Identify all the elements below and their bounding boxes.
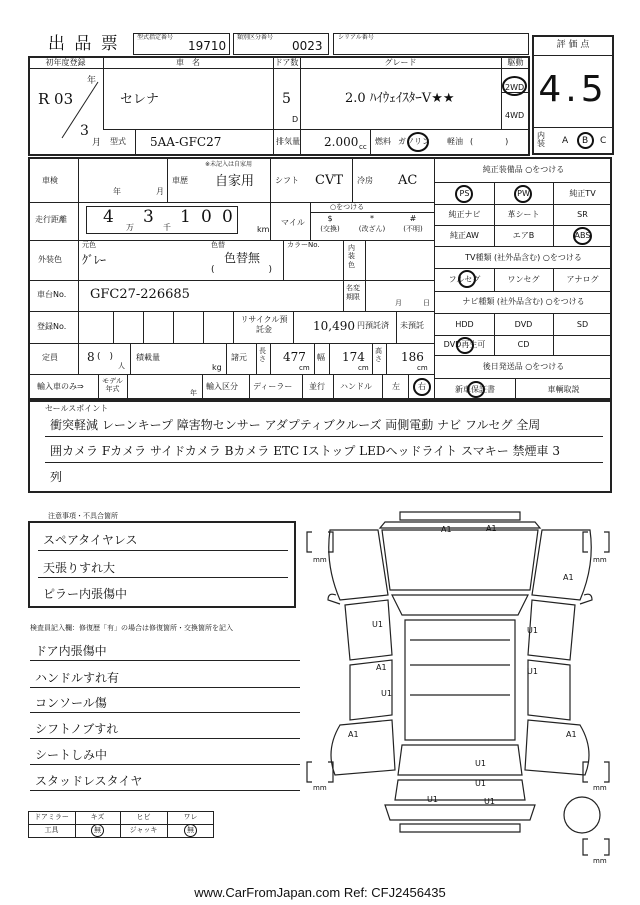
mileage-digit-3: 1 — [180, 207, 191, 227]
tv-fullseg: フルセグ — [448, 275, 481, 284]
star-sub: (改ざん) — [358, 225, 386, 233]
load-kg: kg — [212, 363, 222, 372]
inspector-line-1: ドア内張傷中 — [35, 644, 107, 658]
class-label: 類別区分番号 — [237, 34, 274, 41]
inspector-label: 検査員記入欄：修復歴「有」の場合は修復箇所・交換箇所を記入 — [30, 624, 233, 632]
fuel-circle — [407, 132, 429, 152]
footer-ref: www.CarFromJapan.com Ref: CFJ2456435 — [194, 885, 446, 900]
hash-sub: (不明) — [403, 225, 423, 233]
length-cm: cm — [299, 364, 310, 372]
mirror-label: ドアミラー — [34, 813, 69, 821]
nav-hdd: HDD — [455, 320, 474, 329]
car-name-value: セレナ — [120, 92, 160, 107]
interior-grade-c: C — [600, 136, 607, 146]
nav-title: ナビ種類 (社外品含む) ○をつける — [462, 297, 585, 306]
equip-sr: SR — [577, 210, 588, 219]
jack-label: ジャッキ — [129, 826, 158, 834]
note-line-3: ピラー内張傷中 — [43, 587, 128, 601]
spec-label: 諸元 — [231, 353, 247, 362]
load-label: 積載量 — [136, 353, 160, 362]
later-manual: 車輌取説 — [547, 385, 580, 394]
height-label: 高さ — [375, 347, 382, 364]
mile-label: マイル — [281, 218, 305, 227]
width-label: 幅 — [317, 353, 325, 362]
capacity-label: 定員 — [42, 353, 58, 362]
dollar-sub: (交換) — [320, 225, 340, 233]
doors-sub: D — [292, 115, 299, 124]
drive-4wd: 4WD — [505, 111, 525, 120]
drive-circle — [502, 76, 527, 96]
length-label: 長さ — [259, 347, 266, 364]
nav-cd: CD — [517, 340, 530, 349]
equip-pw: PW — [517, 189, 530, 198]
tv-analog: アナログ — [566, 275, 599, 284]
interior-grade-circle — [577, 132, 594, 149]
note-line-2: 天張りすれ大 — [43, 561, 116, 575]
star-mark: * — [370, 214, 374, 223]
capacity-paren: ( ) — [97, 352, 114, 362]
model-type-label: 型式 — [110, 137, 126, 146]
grade-value: 2.0 ﾊｲｳｪｲｽﾀｰV★★ — [345, 91, 455, 106]
displacement-value: 2.000 — [324, 135, 359, 149]
reg-no-label: 登録No. — [37, 322, 67, 331]
damage-mark: A1 — [441, 525, 452, 534]
sales-line-2: 囲カメラ Fカメラ サイドカメラ Bカメラ ETC Iストップ LEDヘッドライト スマキー 禁煙車 3 — [50, 444, 560, 458]
mileage-digit-5: 0 — [222, 207, 233, 227]
doors-label: ドア数 — [274, 58, 299, 67]
history-label: 車歴 — [172, 176, 188, 185]
interior-grade-a: A — [562, 136, 569, 146]
nav-sd: SD — [576, 320, 589, 329]
nav-dvd-play-circle — [456, 337, 474, 354]
fuel-gas: ガソリン — [398, 137, 430, 146]
interior-label: 内装 — [537, 131, 545, 148]
cc-unit: cc — [359, 143, 367, 151]
width-value: 174 — [342, 350, 365, 364]
later-warranty: 新車保証書 — [455, 385, 495, 394]
damage-mark: A1 — [348, 730, 359, 739]
shift-value: CVT — [315, 173, 344, 188]
damage-mark: U1 — [527, 626, 538, 635]
name-change-label: 名変期限 — [346, 284, 360, 302]
equip-aw: 純正AW — [450, 231, 479, 240]
later-warranty-circle — [467, 381, 485, 398]
chassis-value: GFC27-226685 — [90, 287, 190, 302]
damage-mark: U1 — [475, 759, 486, 768]
serial-label: シリアル番号 — [338, 34, 374, 41]
shaken-label: 車検 — [42, 176, 58, 185]
inspector-line-5: シートしみ中 — [35, 748, 108, 762]
sales-line-1: 衝突軽減 レーンキープ 障害物センサー アダプティブクルーズ 両側電動 ナビ フルセグ 全周 — [50, 418, 541, 432]
import-label: 輸入車のみ⇒ — [37, 382, 84, 391]
equip-abs-circle — [573, 227, 592, 245]
inspector-line-6: スタッドレスタイヤ — [35, 774, 143, 788]
damage-mark: U1 — [484, 797, 495, 806]
recycle-label: リサイクル預託金 — [240, 315, 288, 335]
color-value: ｸﾞﾚｰ — [82, 253, 107, 267]
model-cert-value: 19710 — [188, 39, 227, 53]
tools-circle — [91, 824, 104, 837]
color-paren: ( ) — [211, 265, 273, 275]
month-unit: 月 — [92, 138, 102, 148]
notes-label: 注意事項・不具合箇所 — [48, 512, 118, 520]
equip-airbag: エアB — [512, 231, 535, 240]
sen-unit: 千 — [163, 223, 171, 232]
ac-label: 冷房 — [357, 176, 373, 185]
km-unit: km — [257, 225, 270, 234]
mirror-break: ワレ — [183, 813, 198, 821]
tools-value: 無 — [94, 826, 101, 834]
height-value: 186 — [401, 350, 424, 364]
damage-mark: U1 — [475, 779, 486, 788]
tv-title: TV種類 (社外品含む) ○をつける — [465, 253, 582, 262]
steering-circle — [413, 378, 431, 396]
equip-pw-circle — [514, 185, 532, 203]
recycle-unpaid: 未預託 — [400, 321, 424, 330]
inspector-line-3: コンソール傷 — [35, 696, 107, 710]
tv-oneseg: ワンセグ — [507, 275, 540, 284]
original-color-label: 元色 — [82, 241, 96, 249]
color-change-value: 色替無 — [224, 251, 261, 265]
mm-label: mm — [313, 556, 327, 564]
steering-right: 右 — [418, 382, 426, 391]
length-value: 477 — [283, 350, 306, 364]
equip-ps: PS — [459, 189, 470, 198]
chassis-label: 車台No. — [37, 290, 67, 299]
damage-mark: U1 — [427, 795, 438, 804]
color-change-label: 色替 — [211, 241, 225, 249]
tv-fullseg-circle — [458, 270, 476, 288]
nav-dvd: DVD — [514, 320, 533, 329]
damage-mark: U1 — [527, 667, 538, 676]
capacity-value: 8 — [87, 350, 95, 364]
model-cert-label: 型式指定番号 — [137, 34, 174, 41]
fuel-paren: ( ) — [470, 137, 509, 146]
class-value: 0023 — [292, 39, 323, 53]
shift-label: シフト — [275, 176, 299, 185]
jack-value: 無 — [187, 826, 194, 834]
interior-grade-b: B — [582, 136, 589, 146]
equip-navi: 純正ナビ — [448, 210, 481, 219]
damage-mark: A1 — [486, 524, 497, 533]
first-reg-label: 初年度登録 — [45, 58, 86, 67]
mileage-digit-4: 0 — [201, 207, 212, 227]
page-title: 出 品 票 — [48, 34, 120, 54]
recycle-value: 10,490 — [313, 319, 355, 333]
mileage-label: 走行距離 — [35, 215, 67, 224]
mirror-scratch: キズ — [90, 813, 105, 821]
history-note: ※未記入は自家用 — [205, 161, 253, 168]
grade-label: グレード — [384, 58, 417, 67]
sales-label: セールスポイント — [45, 404, 109, 413]
first-reg-month: 3 — [80, 123, 89, 139]
sales-line-3: 列 — [50, 470, 63, 484]
model-year-label: モデル年式 — [102, 377, 123, 394]
damage-mark: U1 — [381, 689, 392, 698]
name-change-day: 日 — [423, 299, 430, 307]
first-reg-year: R 03 — [38, 90, 74, 108]
damage-mark: A1 — [566, 730, 577, 739]
score-value: 4.5 — [538, 69, 608, 110]
mileage-digit-2: 3 — [143, 207, 154, 227]
inspector-line-2: ハンドルすれ有 — [35, 671, 120, 685]
equip-leather: 革シート — [507, 210, 540, 219]
width-cm: cm — [358, 364, 369, 372]
shaken-month-unit: 月 — [156, 187, 164, 196]
drive-2wd: 2WD — [505, 83, 525, 92]
fuel-label: 燃料 — [375, 137, 391, 146]
score-label: 評 価 点 — [556, 40, 590, 50]
equip-tv: 純正TV — [569, 189, 596, 198]
shaken-year-unit: 年 — [113, 187, 121, 196]
height-cm: cm — [417, 364, 428, 372]
drive-label: 駆動 — [507, 58, 524, 67]
mirror-crack: ヒビ — [136, 813, 151, 821]
damage-mark: A1 — [563, 573, 574, 582]
jack-circle — [184, 824, 197, 837]
equip-ps-circle — [455, 185, 473, 203]
dollar-mark: $ — [327, 214, 333, 223]
mm-label: mm — [593, 556, 607, 564]
inspector-line-4: シフトノブすれ — [35, 722, 119, 736]
damage-mark: U1 — [372, 620, 383, 629]
mm-label: mm — [593, 857, 607, 865]
tools-label: 工具 — [44, 826, 59, 834]
later-title: 後日発送品 ○をつける — [482, 362, 565, 371]
year-unit: 年 — [87, 76, 97, 86]
name-change-month: 月 — [395, 299, 402, 307]
parallel-option: 並行 — [309, 382, 325, 391]
import-type-label: 輸入区分 — [206, 382, 238, 391]
steering-left: 左 — [392, 382, 400, 391]
hash-mark: # — [409, 214, 417, 223]
mileage-digit-1: 4 — [103, 207, 114, 227]
mm-label: mm — [593, 784, 607, 792]
steering-label: ハンドル — [340, 382, 372, 391]
recycle-status: 円預託済 — [357, 321, 389, 330]
equipment-title: 純正装備品 ○をつける — [482, 165, 565, 174]
mm-label: mm — [313, 784, 327, 792]
man-unit: 万 — [126, 223, 134, 232]
circle-note: ○をつける — [330, 203, 365, 211]
model-type-value: 5AA-GFC27 — [150, 135, 222, 149]
nav-dvd-play: DVD再生可 — [443, 340, 486, 349]
color-label: 外装色 — [38, 255, 62, 264]
damage-mark: A1 — [376, 663, 387, 672]
ac-value: AC — [398, 173, 418, 188]
equip-abs: ABS — [574, 231, 591, 240]
color-no-label: カラーNo. — [287, 241, 320, 249]
dealer-option: ディーラー — [253, 382, 293, 391]
history-value: 自家用 — [215, 174, 255, 189]
displacement-label: 排気量 — [276, 137, 300, 146]
doors-value: 5 — [282, 91, 291, 107]
car-damage-diagram — [300, 500, 620, 870]
car-name-label: 車 名 — [176, 58, 200, 67]
model-year-unit: 年 — [190, 389, 197, 397]
note-line-1: スペアタイヤレス — [43, 533, 138, 547]
capacity-unit: 人 — [118, 362, 125, 370]
interior-color-label: 内装色 — [348, 244, 355, 269]
fuel-light: 軽油 — [447, 137, 463, 146]
